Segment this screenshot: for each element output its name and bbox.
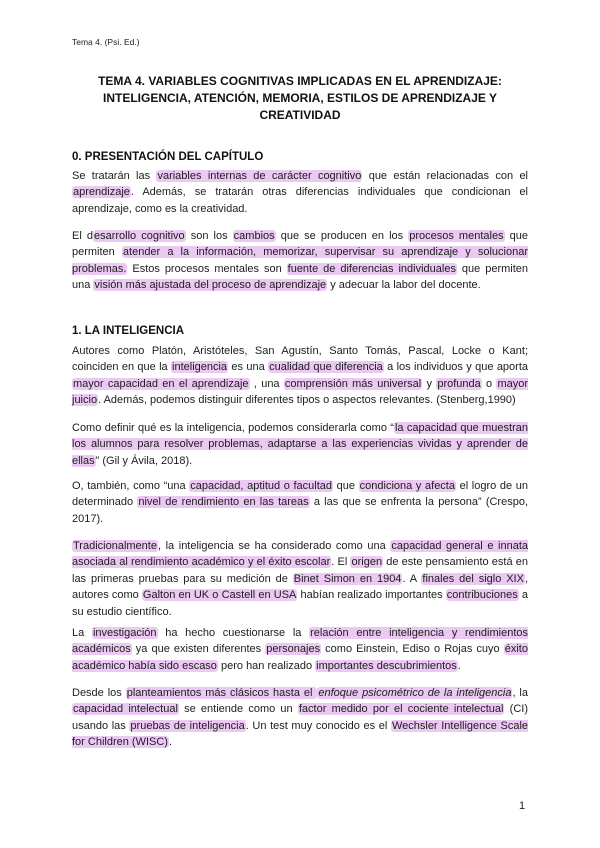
paragraph <box>72 625 528 674</box>
text-run: , la inteligencia se ha considerado como una <box>157 540 391 552</box>
text-run: . Además, podemos distinguir diferentes tipos o aspectos relevantes. (Stenberg,1990) <box>98 394 516 407</box>
document-title <box>72 73 528 124</box>
highlighted-text: enfoque psicométrico de la inteligencia <box>318 687 512 699</box>
text-run: y <box>422 377 437 390</box>
highlighted-text: esarrollo cognitivo <box>93 230 185 242</box>
highlighted-text: fuente de diferencias individuales <box>287 262 456 275</box>
highlighted-text: Wechsler Intelligence Scale for Children (WISC) <box>72 719 529 749</box>
highlighted-text: capacidad general e innata asociada al rendimiento académico y el éxito escolar <box>72 540 529 569</box>
text-run: , la <box>512 687 528 699</box>
highlighted-text: capacidad, aptitud o facultad <box>190 480 333 492</box>
text-run: de este pensamiento está en las primeras pruebas para su medición de <box>72 556 528 585</box>
text-run: o <box>481 377 497 390</box>
text-run: a los individuos y que aporta <box>383 361 529 374</box>
section-heading-presentacion: 0. PRESENTACIÓN DEL CAPÍTULO <box>72 151 264 163</box>
title-line: TEMA 4. VARIABLES COGNITIVAS IMPLICADAS EN EL APRENDIZAJE: <box>98 74 502 88</box>
text-run: . Un test muy conocido es el <box>245 719 391 732</box>
highlighted-text: cambios <box>233 230 275 242</box>
highlighted-text: mayor juicio <box>72 377 529 407</box>
highlighted-text: procesos mentales <box>409 230 504 242</box>
text-run: pero han realizado <box>217 659 316 672</box>
section-heading-inteligencia: 1. LA INTELIGENCIA <box>72 325 185 337</box>
highlighted-text: contribuciones <box>446 589 518 602</box>
highlighted-text: aprendizaje <box>73 186 130 199</box>
highlighted-text: finales del siglo XIX <box>422 572 524 585</box>
text-run: es una <box>228 361 269 374</box>
highlighted-text: variables internas de carácter cognitivo <box>157 170 362 182</box>
text-run: Se tratarán las <box>72 170 157 182</box>
text-run: que permiten <box>72 230 528 259</box>
highlighted-text: éxito académico había sido escaso <box>72 643 528 672</box>
text-run: el logro de un determinado <box>72 480 529 509</box>
highlighted-text: origen <box>351 556 383 569</box>
text-run: y adecuar la labor del docente. <box>327 279 481 292</box>
highlighted-text: planteamientos más clásicos hasta el <box>126 687 317 699</box>
paragraph <box>72 538 528 620</box>
running-header: Tema 4. (Psi. Ed.) <box>72 37 140 47</box>
highlighted-text: cualidad que diferencia <box>269 361 383 374</box>
text-run: La <box>72 627 92 639</box>
text-run: . <box>457 659 461 672</box>
text-run: El d <box>72 230 93 242</box>
text-run: que permiten una <box>72 262 528 292</box>
page-number: 1 <box>519 800 526 812</box>
highlighted-text: capacidad intelectual <box>73 703 178 716</box>
text-run: O, también, como “una <box>72 480 190 492</box>
highlighted-text: la capacidad que muestran los alumnos para resolver problemas, adaptarse a las experiencias vividas y aprender de ellas <box>72 422 528 467</box>
text-run: como Einstein, Ediso o Rojas cuyo <box>321 643 504 656</box>
title-line: INTELIGENCIA, ATENCIÓN, MEMORIA, ESTILOS DE APRENDIZAJE Y <box>102 91 498 105</box>
highlighted-text: relación entre inteligencia y rendimientos académicos <box>72 627 528 656</box>
text-run: que están relacionadas con el <box>362 170 528 182</box>
text-run: . Además, se tratarán otras diferencias individuales que condicionan el aprendizaje, como es la creatividad. <box>72 186 528 215</box>
highlighted-text: atender a la información, memorizar, supervisar su aprendizaje y solucionar problemas. <box>72 246 528 275</box>
text-run: . <box>168 736 173 749</box>
text-run: . El <box>331 556 351 569</box>
text-run: a las que se enfrenta la persona” (Crespo, 2017). <box>72 496 528 525</box>
title-line: CREATIVIDAD <box>259 108 341 122</box>
text-run: (CI) usando las <box>72 703 528 732</box>
text-run: habían realizado importantes <box>297 589 446 602</box>
text-run: que se producen en los <box>275 230 409 242</box>
text-run: ” (Gil y Ávila, 2018). <box>95 454 193 467</box>
highlighted-text: factor medido por el cociente intelectual <box>298 703 504 716</box>
text-run: , autores como <box>72 572 529 602</box>
highlighted-text: investigación <box>92 627 157 639</box>
paragraph <box>72 420 528 469</box>
paragraph <box>72 685 528 751</box>
text-run: son los <box>185 230 233 242</box>
highlighted-text: importantes descubrimientos <box>316 659 457 672</box>
text-run: ya que existen diferentes <box>131 643 266 656</box>
highlighted-text: comprensión más universal <box>284 377 422 390</box>
highlighted-text: Binet Simon en 1904 <box>293 572 402 585</box>
paragraph <box>72 168 528 217</box>
text-run: Estos procesos mentales son <box>127 262 287 275</box>
text-run: ha hecho cuestionarse la <box>157 627 310 639</box>
highlighted-text: visión más ajustada del proceso de aprendizaje <box>94 279 327 292</box>
highlighted-text: personajes <box>266 643 321 656</box>
text-run: que <box>333 480 359 492</box>
highlighted-text: mayor capacidad en el aprendizaje <box>73 377 249 390</box>
text-run: Desde los <box>72 687 126 699</box>
highlighted-text: pruebas de inteligencia <box>130 719 245 732</box>
text-run: se entiende como un <box>178 703 298 716</box>
paragraph <box>72 478 528 527</box>
text-run: . A <box>402 572 422 585</box>
highlighted-text: Tradicionalmente <box>73 540 157 552</box>
highlighted-text: condiciona y afecta <box>359 480 455 492</box>
paragraph <box>72 343 528 409</box>
highlighted-text: nivel de rendimiento en las tareas <box>138 496 309 509</box>
text-run: Autores como Platón, Aristóteles, San Agustín, Santo Tomás, Pascal, Locke o Kant; coinciden en que la <box>72 345 528 374</box>
text-run: , una <box>249 377 284 390</box>
highlighted-text: Galton en UK o Castell en USA <box>142 589 297 602</box>
text-run: Como definir qué es la inteligencia, podemos considerarla como “ <box>72 422 394 434</box>
highlighted-text: inteligencia <box>172 361 228 374</box>
text-run: a su estudio científico. <box>72 589 528 618</box>
highlighted-text: profunda <box>437 377 481 390</box>
paragraph <box>72 228 528 294</box>
